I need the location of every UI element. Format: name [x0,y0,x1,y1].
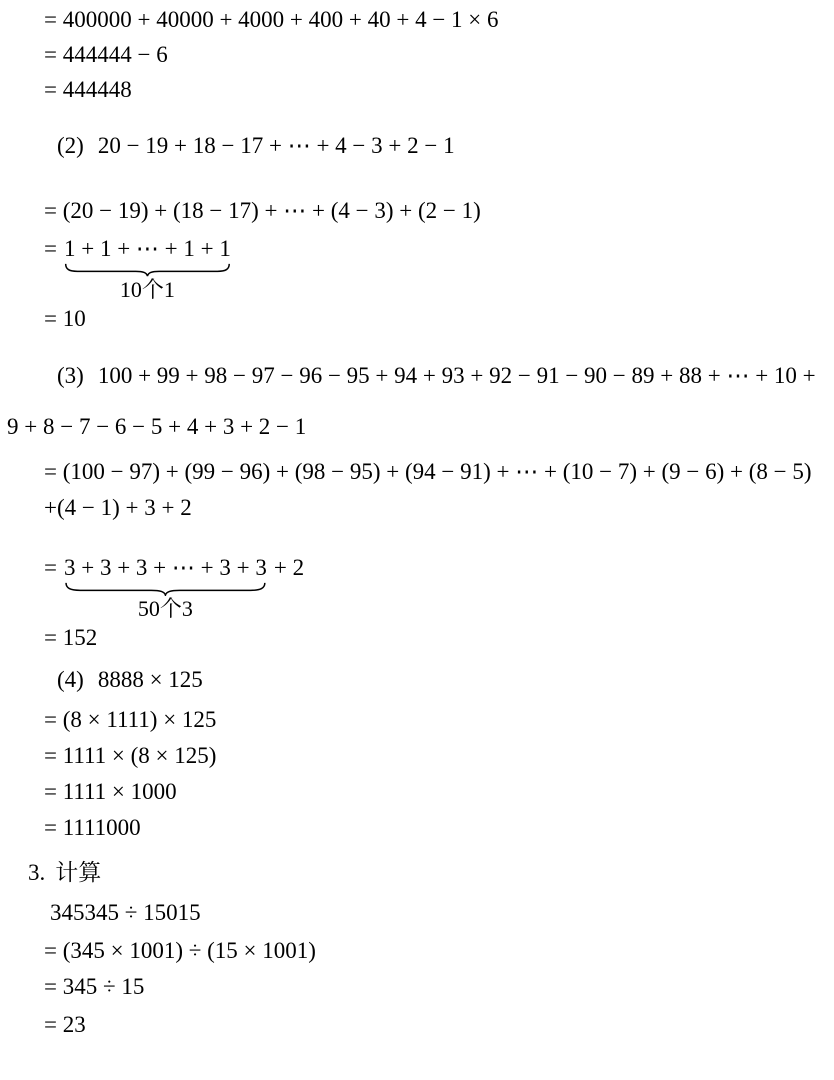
equation-line: = 1111 × (8 × 125) [44,743,217,768]
equation-line: = 23 [44,1012,86,1037]
problem-2-statement [57,131,834,161]
equation-suffix: + 2 [273,555,305,580]
underbrace-icon [64,582,267,596]
underbraced-expression [63,234,231,302]
problem-statement: 345345 ÷ 15015 [50,900,201,925]
underbraced-terms: 3 + 3 + 3 + ⋯ + 3 + 3 [63,555,267,580]
underbrace-label: 10个1 [119,277,175,302]
underbrace-label: 50个3 [137,596,193,621]
problem-3-number: (3) [57,363,84,388]
equation-line: = 444444 − 6 [44,42,168,67]
section-title: 计算 [55,860,102,885]
problem-2-number: (2) [57,133,84,158]
underbrace-icon [64,263,231,277]
equals-prefix: = [44,236,57,261]
equation-line-with-underbrace [44,234,834,302]
equation-line-continued: +(4 − 1) + 3 + 2 [44,495,192,520]
problem-4-number: (4) [57,667,84,692]
underbraced-terms: 1 + 1 + ⋯ + 1 + 1 [63,236,231,261]
equation-line: = 152 [44,625,98,650]
equation-line: = (100 − 97) + (99 − 96) + (98 − 95) + (94 − 91) + ⋯ + (10 − 7) + (9 − 6) + (8 − 5) [44,459,812,484]
equation-line: = 400000 + 40000 + 4000 + 400 + 40 + 4 − 1 × 6 [44,7,499,32]
equation-line: = 1111000 [44,815,141,840]
underbraced-expression [63,553,267,621]
equation-line: = 345 ÷ 15 [44,974,145,999]
problem-4-expression: 8888 × 125 [97,667,203,692]
section-heading [28,858,834,888]
problem-4-statement [57,665,834,695]
equals-prefix: = [44,555,57,580]
equation-line: = (20 − 19) + (18 − 17) + ⋯ + (4 − 3) + (2 − 1) [44,198,481,223]
section-number: 3. [28,860,46,885]
equation-line-with-underbrace [44,553,834,621]
problem-3-statement [57,361,834,391]
problem-3-expression: 100 + 99 + 98 − 97 − 96 − 95 + 94 + 93 + 92 − 91 − 90 − 89 + 88 + ⋯ + 10 + [97,363,816,388]
equation-line: = 1111 × 1000 [44,779,177,804]
equation-line: = (8 × 1111) × 125 [44,707,217,732]
problem-3-expression-continued: 9 + 8 − 7 − 6 − 5 + 4 + 3 + 2 − 1 [7,414,307,439]
problem-2-expression: 20 − 19 + 18 − 17 + ⋯ + 4 − 3 + 2 − 1 [97,133,455,158]
equation-line: = 10 [44,306,86,331]
equation-line: = 444448 [44,77,132,102]
equation-line: = (345 × 1001) ÷ (15 × 1001) [44,938,316,963]
